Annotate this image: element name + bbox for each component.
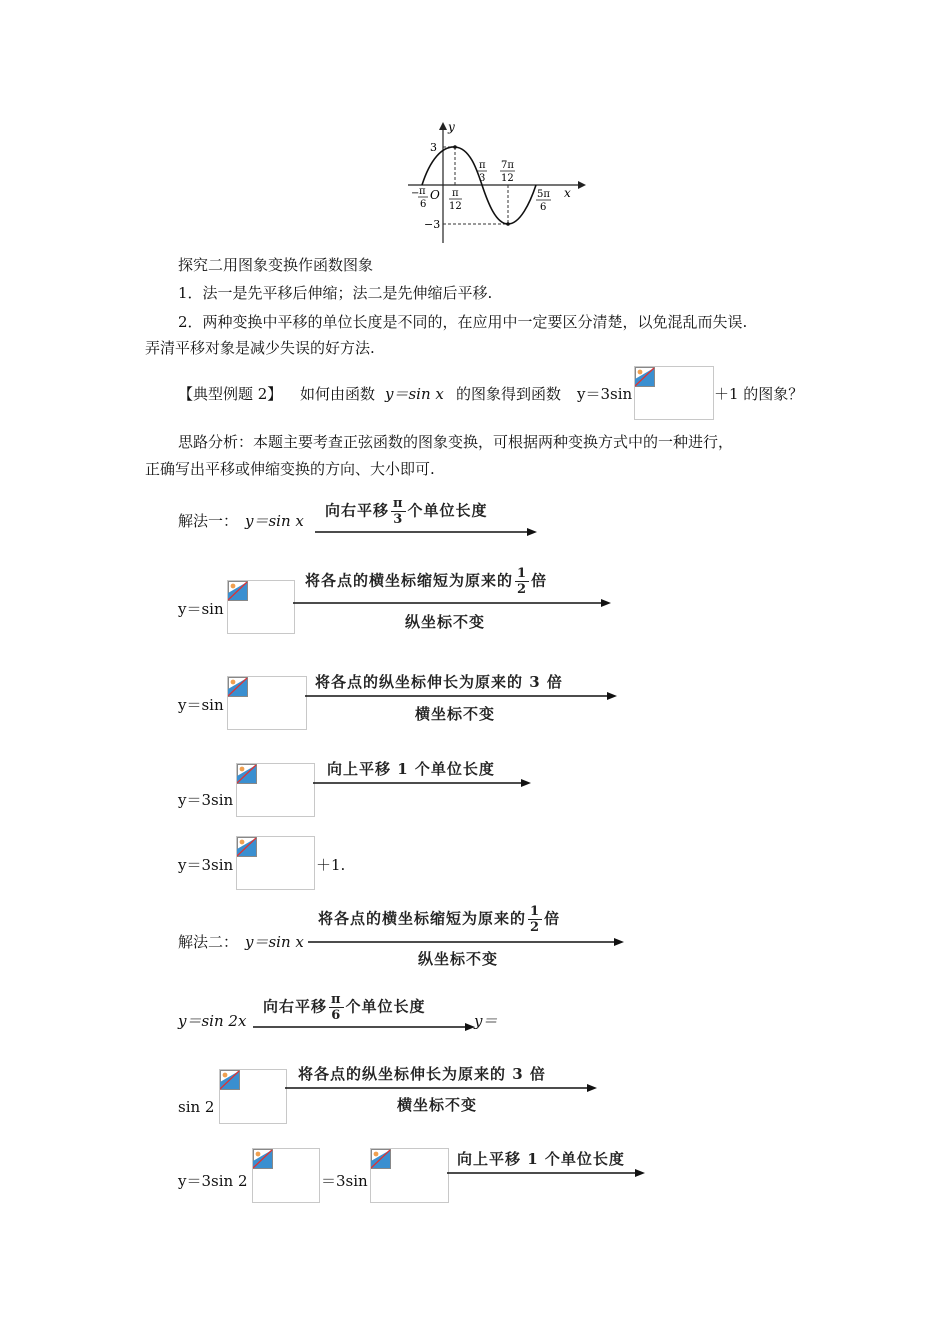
fraction-1-2: $\frac{1}{2}$ bbox=[530, 904, 541, 935]
origin-label: O bbox=[430, 188, 440, 202]
tick-pi-12-den: 12 bbox=[449, 201, 462, 212]
formula-image-placeholder bbox=[370, 1148, 449, 1203]
tick-pi-12-num: π bbox=[452, 188, 459, 199]
method2-start: y＝sin x bbox=[245, 933, 304, 951]
method2-arrow1 bbox=[308, 937, 624, 947]
tick-5pi-6-den: 6 bbox=[540, 202, 547, 213]
tick-7pi-12-num: 7π bbox=[501, 160, 514, 171]
example-func-target: y＝3sin bbox=[577, 385, 633, 403]
example-label: 【典型例题 2】 bbox=[178, 385, 283, 403]
tick-7pi-12-den: 12 bbox=[501, 173, 514, 184]
broken-image-icon bbox=[237, 837, 257, 857]
formula-image-placeholder bbox=[219, 1069, 287, 1124]
method1-arrow1 bbox=[315, 527, 537, 537]
y-max-label: 3 bbox=[430, 141, 437, 154]
method1-arrow3-bottom-label: 横坐标不变 bbox=[415, 705, 496, 723]
method2-arrow3-top-label: 将各点的纵坐标伸长为原来的 3 倍 bbox=[298, 1065, 546, 1083]
method2-arrow4-label: 向上平移 1 个单位长度 bbox=[457, 1150, 625, 1168]
formula-image-placeholder bbox=[227, 580, 295, 634]
broken-image-icon bbox=[371, 1149, 391, 1169]
method1-arrow1-label: 向右平移 $\frac{\pi}{3}$ 个单位长度 bbox=[325, 496, 488, 527]
example-text-c: 的图象得到函数 bbox=[456, 385, 562, 403]
tick-pi-3-den: 3 bbox=[479, 173, 486, 184]
method1-arrow2-bottom-label: 纵坐标不变 bbox=[405, 613, 486, 631]
method1-arrow3-top-label: 将各点的纵坐标伸长为原来的 3 倍 bbox=[315, 673, 563, 691]
method2-arrow2-label: 向右平移 $\frac{\pi}{6}$ 个单位长度 bbox=[263, 992, 426, 1023]
method2-step3: sin 2 bbox=[178, 1098, 215, 1116]
method2-arrow1-top-label: 将各点的横坐标缩短为原来的 $\frac{1}{2}$ 倍 bbox=[318, 904, 561, 935]
method2-step4: y＝3sin 2 bbox=[178, 1172, 248, 1190]
method1-step5: y＝3sin bbox=[178, 856, 234, 874]
analysis-line-1: 思路分析：本题主要考查正弦函数的图象变换，可根据两种变换方式中的一种进行， bbox=[178, 433, 734, 451]
formula-image-placeholder bbox=[634, 366, 714, 420]
tick-neg-pi-6-den: 6 bbox=[420, 199, 427, 210]
fraction-pi-6: $\frac{\pi}{6}$ bbox=[331, 992, 342, 1023]
method2-arrow4 bbox=[447, 1168, 645, 1178]
section-title: 探究二用图象变换作函数图象 bbox=[178, 256, 374, 274]
method1-arrow2 bbox=[293, 598, 611, 608]
tick-pi-3-num: π bbox=[479, 160, 486, 171]
x-axis-label: x bbox=[564, 186, 571, 200]
y-axis-label: y bbox=[448, 120, 455, 134]
method1-step4: y＝3sin bbox=[178, 791, 234, 809]
point-2-line-1: 2．两种变换中平移的单位长度是不同的，在应用中一定要区分清楚，以免混乱而失误. bbox=[178, 313, 748, 331]
x-axis-arrow bbox=[578, 181, 586, 189]
method1-arrow3 bbox=[305, 691, 617, 701]
method2-arrow3 bbox=[285, 1083, 597, 1093]
formula-image-placeholder bbox=[236, 763, 315, 817]
method2-step4-eq: ＝3sin bbox=[321, 1172, 368, 1190]
point-2-line-2: 弄清平移对象是减少失误的好方法. bbox=[145, 339, 375, 357]
example-text-a: 如何由函数 bbox=[300, 385, 376, 403]
example-text-e: ＋1 的图象？ bbox=[714, 385, 804, 403]
point-1: 1．法一是先平移后伸缩；法二是先伸缩后平移. bbox=[178, 284, 493, 302]
y-min-label: −3 bbox=[424, 218, 441, 231]
method1-arrow4 bbox=[313, 778, 531, 788]
method2-arrow1-bottom-label: 纵坐标不变 bbox=[418, 950, 499, 968]
method2-arrow2 bbox=[253, 1022, 475, 1032]
broken-image-icon bbox=[228, 581, 248, 601]
method1-arrow4-label: 向上平移 1 个单位长度 bbox=[327, 760, 495, 778]
fraction-pi-3: $\frac{\pi}{3}$ bbox=[393, 496, 404, 527]
method1-arrow2-top-label: 将各点的横坐标缩短为原来的 $\frac{1}{2}$ 倍 bbox=[305, 566, 548, 597]
formula-image-placeholder bbox=[227, 676, 307, 730]
example-func-y-sin-x: y＝sin x bbox=[385, 385, 444, 403]
fraction-1-2: $\frac{1}{2}$ bbox=[517, 566, 528, 597]
broken-image-icon bbox=[220, 1070, 240, 1090]
broken-image-icon bbox=[253, 1149, 273, 1169]
method1-step3: y＝sin bbox=[178, 696, 224, 714]
broken-image-icon bbox=[635, 367, 655, 387]
analysis-line-2: 正确写出平移或伸缩变换的方向、大小即可. bbox=[145, 460, 435, 478]
method2-arrow3-bottom-label: 横坐标不变 bbox=[397, 1096, 478, 1114]
broken-image-icon bbox=[228, 677, 248, 697]
tick-5pi-6-num: 5π bbox=[537, 189, 550, 200]
tick-neg-pi-6-sign: − bbox=[411, 188, 420, 199]
method1-prefix: 解法一： bbox=[178, 512, 239, 530]
method1-start: y＝sin x bbox=[245, 512, 304, 530]
y-axis-arrow bbox=[439, 122, 447, 130]
tick-neg-pi-6-num: π bbox=[419, 186, 426, 197]
broken-image-icon bbox=[237, 764, 257, 784]
sine-graph bbox=[400, 118, 590, 248]
formula-image-placeholder bbox=[252, 1148, 320, 1203]
method2-prefix: 解法二： bbox=[178, 933, 239, 951]
method1-step5-suffix: ＋1. bbox=[316, 856, 346, 874]
method2-step2-suffix: y＝ bbox=[474, 1012, 498, 1030]
method2-step2: y＝sin 2x bbox=[178, 1012, 247, 1030]
method1-step2: y＝sin bbox=[178, 600, 224, 618]
formula-image-placeholder bbox=[236, 836, 315, 890]
